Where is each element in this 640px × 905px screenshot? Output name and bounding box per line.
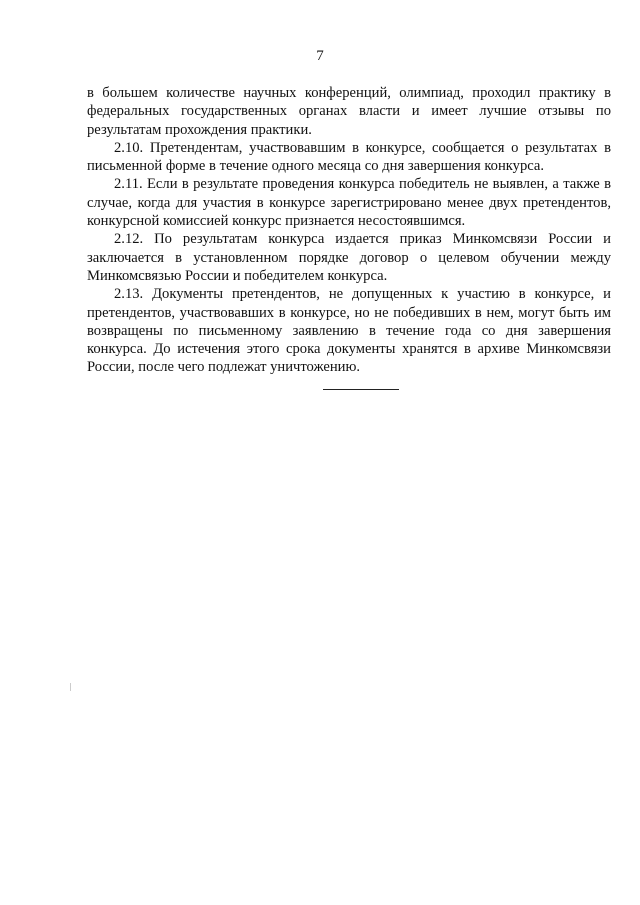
- paragraph-2-12: 2.12. По результатам конкурса издается приказ Минкомсвязи России и заключается в установленном порядке договор о целевом обучении между Минкомсвязью России и победителем конкурса.: [87, 231, 611, 284]
- paragraph-2-13: 2.13. Документы претендентов, не допущенных к участию в конкурсе, и претендентов, участвовавших в конкурсе, но не победивших в нем, могут быть им возвращены по письменному заявлению в течение года со дня завершения конкурса. До истечения этого срока документы хранятся в архиве Минкомсвязи России, после чего подлежат уничтожению.: [87, 286, 611, 376]
- end-of-text-rule: [323, 389, 399, 390]
- scan-speck: [70, 683, 71, 691]
- paragraph-continuation: в большем количестве научных конференций, олимпиад, проходил практику в федеральных государственных органах власти и имеет лучшие отзывы по результатам прохождения практики.: [87, 85, 611, 138]
- paragraph-2-10: 2.10. Претендентам, участвовавшим в конкурсе, сообщается о результатах в письменной форме в течение одного месяца со дня завершения конкурса.: [87, 139, 611, 175]
- paragraph-2-11: 2.11. Если в результате проведения конкурса победитель не выявлен, а также в случае, когда для участия в конкурсе зарегистрировано менее двух претендентов, конкурсной комиссией конкурс признается несостоявшимся.: [87, 176, 611, 230]
- body-text: [87, 84, 611, 377]
- page-number: 7: [316, 48, 324, 64]
